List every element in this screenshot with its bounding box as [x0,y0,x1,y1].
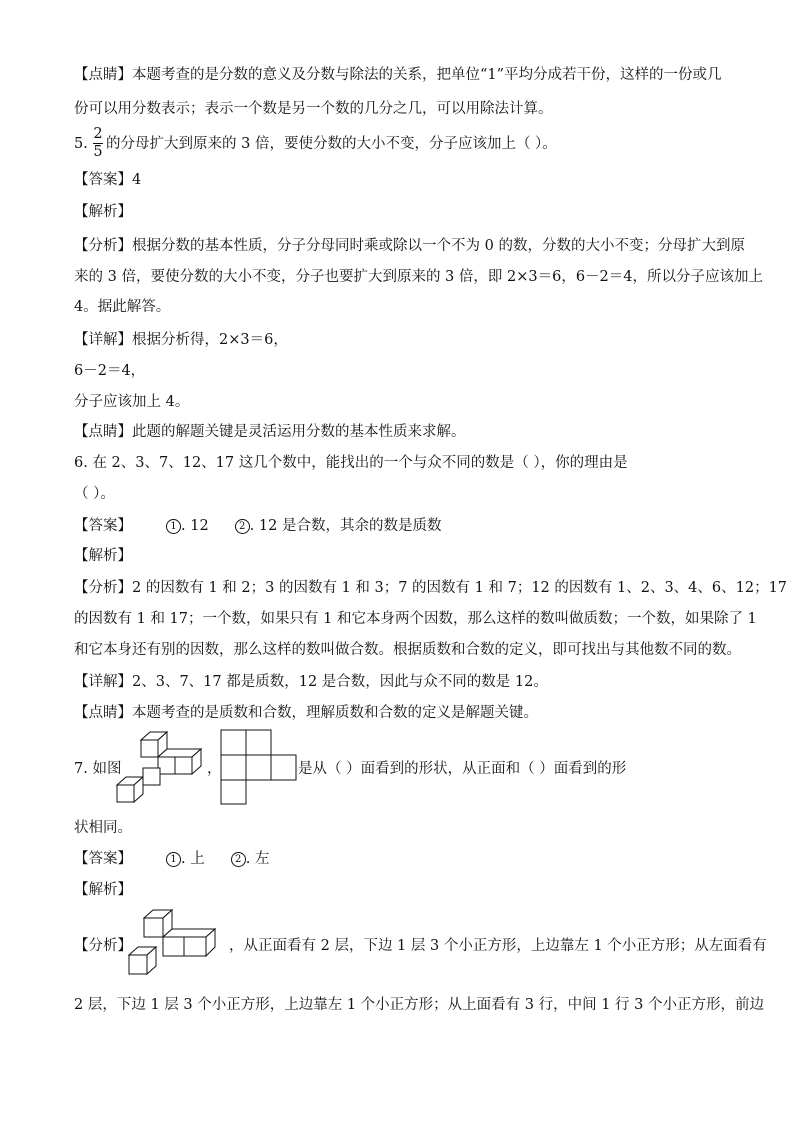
circled-number-2: 2 [235,519,250,534]
q7-answer-2: . 左 [245,851,270,867]
q6-answer-2: . 12 是合数，其余的数是质数 [249,518,442,534]
q7-analysis-cube-figure [126,909,220,981]
q7-view-grid-figure [219,729,299,805]
q7-question-line2: 状相同。 [74,820,132,836]
q5-answer-value: 4 [132,172,142,188]
q5-question-text: 的分母扩大到原来的 3 倍，要使分数的大小不变，分子应该加上（ ）。 [106,136,557,152]
answer-tag: 【答案】 [74,851,132,867]
q6-question-line1: 6. 在 2、3、7、12、17 这几个数中，能找出的一个与众不同的数是（ ），你的理由是 [74,455,628,471]
q5-answer [74,170,141,190]
q5-detail-line3: 分子应该加上 4。 [74,394,190,410]
q6-detail: 【详解】2、3、7、17 都是质数，12 是合数，因此与众不同的数是 12。 [74,674,548,690]
circled-number-1: 1 [166,852,181,867]
q7-comma: ， [207,761,222,777]
q6-fenxi-line2: 的因数有 1 和 17；一个数，如果只有 1 和它本身两个因数，那么这样的数叫做质数；一个数，如果除了 1 [74,611,757,627]
q5-fraction-denominator: 5 [93,144,103,160]
answer-tag: 【答案】 [74,172,132,188]
q6-question-line2: （ ）。 [74,486,115,502]
circled-number-1: 1 [166,519,181,534]
q7-fenxi-tag: 【分析】 [74,938,132,954]
q5-fraction-numerator: 2 [93,126,103,142]
answer-tag: 【答案】 [74,518,132,534]
q5-detail-line1: 【详解】根据分析得，2×3＝6， [74,332,288,348]
q4-point-line1: 【点睛】本题考查的是分数的意义及分数与除法的关系，把单位“1”平均分成若干份，这样的一份或几 [74,67,722,83]
q5-detail-line2: 6－2＝4， [74,363,146,379]
q7-lead: 7. 如图 [74,761,122,777]
q6-answer [74,516,441,536]
q5-analysis-tag: 【解析】 [74,204,132,220]
q5-number: 5. [74,136,88,152]
q7-analysis-tag: 【解析】 [74,882,132,898]
q5-fenxi-line1: 【分析】根据分数的基本性质，分子分母同时乘或除以一个不为 0 的数，分数的大小不变；分母扩大到原 [74,238,745,254]
q6-analysis-tag: 【解析】 [74,548,132,564]
q6-point: 【点睛】本题考查的是质数和合数，理解质数和合数的定义是解题关键。 [74,705,538,721]
q7-answer-1: . 上 [181,851,205,867]
q5-fenxi-line3: 4。据此解答。 [74,299,171,315]
q7-fenxi-line2: 2 层，下边 1 层 3 个小正方形，上边靠左 1 个小正方形；从上面看有 3 行，中间 1 行 3 个小正方形，前边 [74,997,764,1013]
q7-cube-stack-figure [115,731,207,805]
q5-fenxi-line2: 来的 3 倍，要使分数的大小不变，分子也要扩大到原来的 3 倍，即 2×3＝6，6－2＝4，所以分子应该加上 [74,269,763,285]
q5-point: 【点睛】此题的解题关键是灵活运用分数的基本性质来求解。 [74,424,466,440]
q7-fenxi-line1: ，从正面看有 2 层，下边 1 层 3 个小正方形，上边靠左 1 个小正方形；从左面看有 [229,938,767,954]
q6-answer-1: . 12 [181,518,209,534]
q7-question-text: 是从（ ）面看到的形状，从正面和（ ）面看到的形 [298,761,627,777]
q6-fenxi-line1: 【分析】2 的因数有 1 和 2；3 的因数有 1 和 3；7 的因数有 1 和 7；12 的因数有 1、2、3、4、6、12；17 [74,580,788,596]
circled-number-2: 2 [231,852,246,867]
q6-fenxi-line3: 和它本身还有别的因数，那么这样的数叫做合数。根据质数和合数的定义，即可找出与其他数不同的数。 [74,642,741,658]
q5-fraction [92,126,104,161]
q4-point-line2: 份可以用分数表示；表示一个数是另一个数的几分之几，可以用除法计算。 [74,101,553,117]
q7-answer [74,849,269,869]
